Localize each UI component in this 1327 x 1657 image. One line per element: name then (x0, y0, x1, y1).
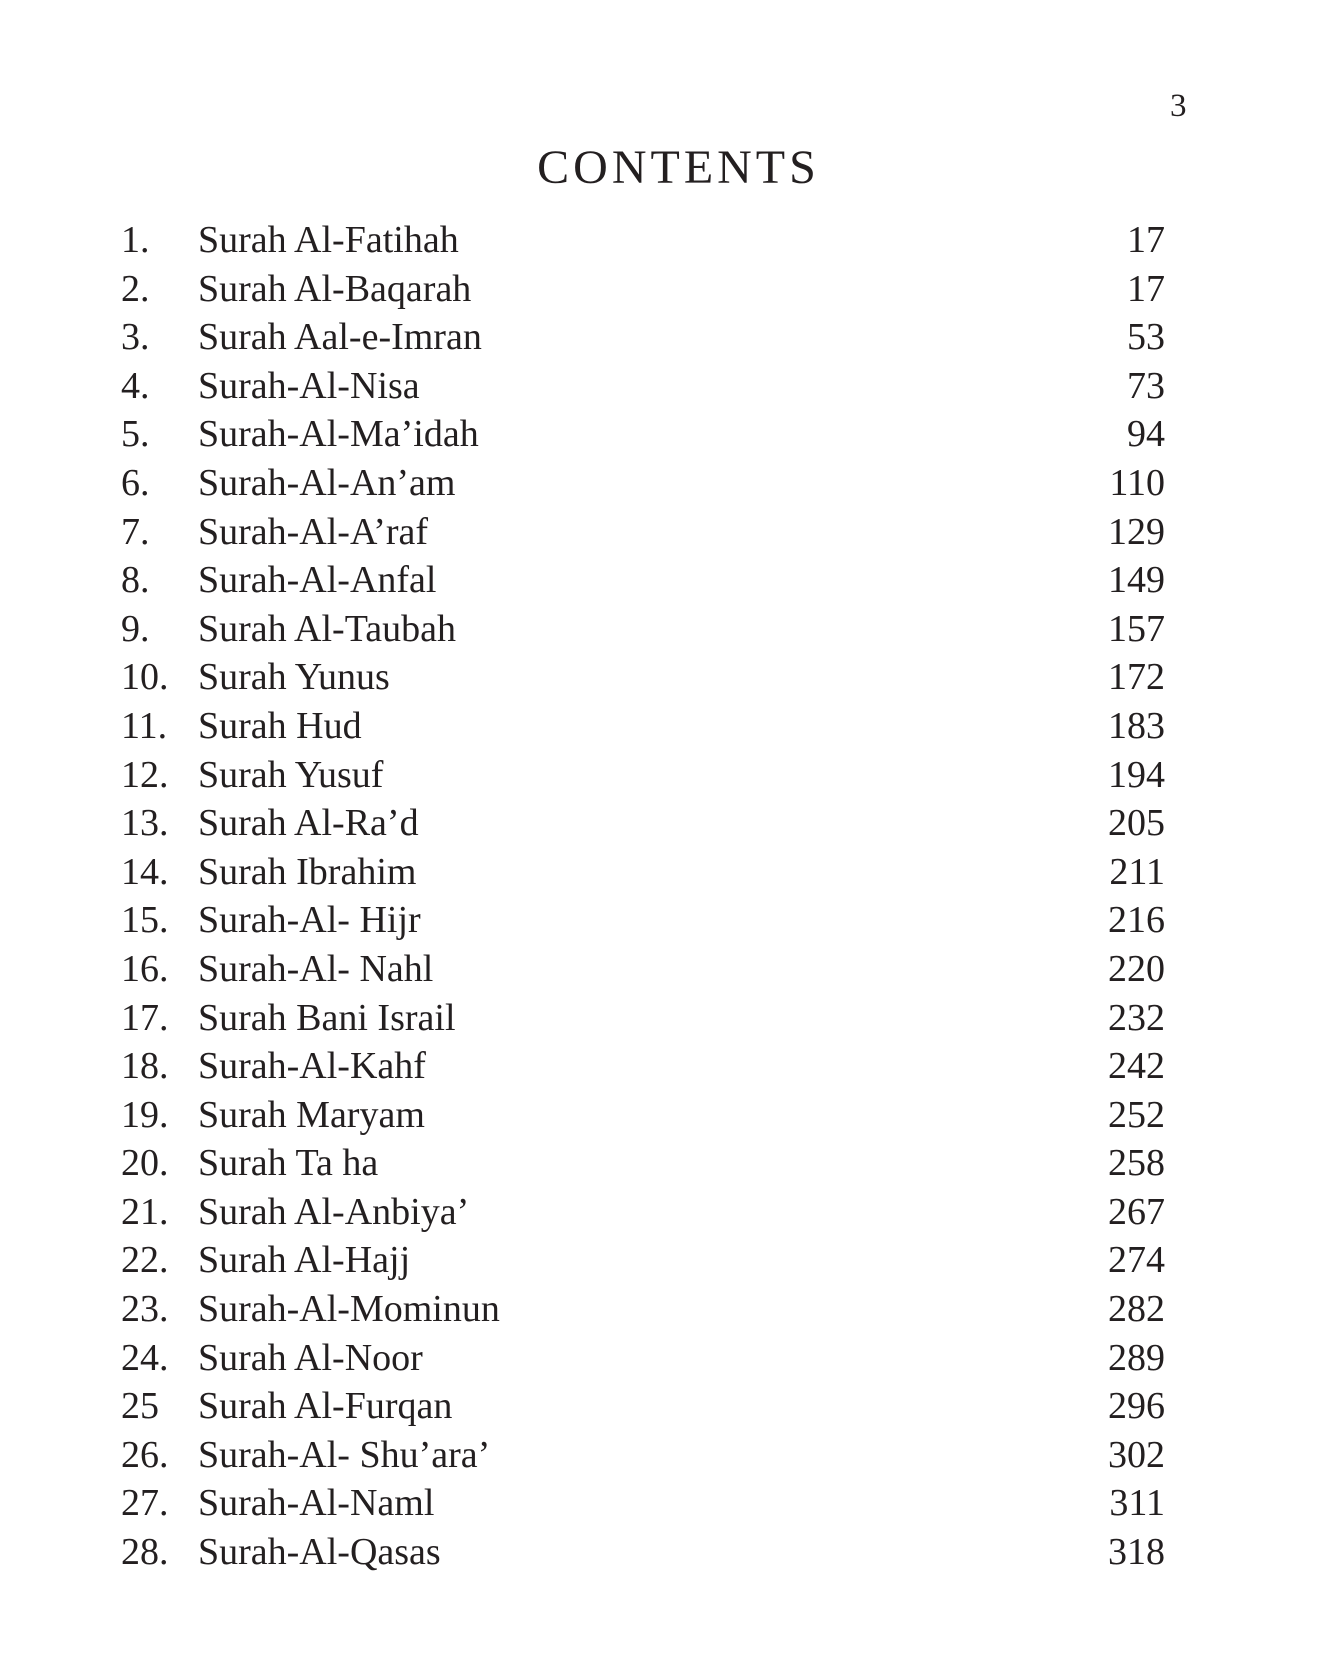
toc-entry-title[interactable]: Surah-Al-Mominun (198, 1288, 500, 1331)
toc-entry-title[interactable]: Surah-Al-Anfal (198, 559, 437, 602)
toc-entry-number: 4. (121, 364, 150, 407)
toc-entry-title[interactable]: Surah Al-Fatihah (198, 219, 459, 261)
toc-entry-number: 14. (121, 850, 169, 893)
toc-entry-number: 20. (121, 1142, 169, 1185)
toc-entry-number: 1. (121, 219, 150, 261)
toc-entry-page: 302 (1108, 1433, 1165, 1476)
toc-entry-title[interactable]: Surah-Al-Qasas (198, 1531, 441, 1574)
toc-entry-page: 157 (1108, 607, 1165, 650)
toc-entry-title[interactable]: Surah-Al- Hijr (198, 899, 421, 942)
toc-entry-title[interactable]: Surah-Al-Nisa (198, 364, 420, 407)
toc-entry-title[interactable]: Surah Al-Anbiya’ (198, 1190, 470, 1233)
toc-entry[interactable] (121, 653, 1165, 702)
toc-entry-title[interactable]: Surah Al-Noor (198, 1336, 423, 1379)
toc-entry[interactable] (121, 799, 1165, 848)
toc-entry-page: 17 (1127, 267, 1165, 310)
toc-entry-title[interactable]: Surah-Al-Kahf (198, 1045, 426, 1088)
toc-entry-page: 73 (1127, 364, 1165, 407)
toc-entry-number: 24. (121, 1336, 169, 1379)
toc-entry[interactable] (121, 1285, 1165, 1334)
toc-entry-title[interactable]: Surah-Al-Ma’idah (198, 413, 479, 456)
toc-entry-page: 252 (1108, 1093, 1165, 1136)
toc-entry-page: 296 (1108, 1385, 1165, 1428)
toc-entry[interactable] (121, 751, 1165, 800)
toc-entry[interactable] (121, 702, 1165, 751)
toc-entry[interactable] (121, 1382, 1165, 1431)
toc-entry[interactable] (121, 459, 1165, 508)
toc-entry-page: 194 (1108, 753, 1165, 796)
toc-entry-page: 172 (1108, 656, 1165, 699)
toc-entry[interactable] (121, 605, 1165, 654)
toc-entry-page: 258 (1108, 1142, 1165, 1185)
toc-entry-title[interactable]: Surah Aal-e-Imran (198, 316, 482, 359)
toc-entry-number: 17. (121, 996, 169, 1039)
toc-entry-title[interactable]: Surah Ta ha (198, 1142, 379, 1185)
toc-entry-number: 11. (121, 704, 168, 747)
toc-entry-title[interactable]: Surah Yusuf (198, 753, 384, 796)
toc-entry-number: 8. (121, 559, 150, 602)
toc-entry[interactable] (121, 362, 1165, 411)
toc-entry-page: 242 (1108, 1045, 1165, 1088)
toc-entry-page: 110 (1109, 461, 1165, 504)
toc-entry-page: 94 (1127, 413, 1165, 456)
toc-entry-number: 28. (121, 1531, 169, 1574)
toc-entry[interactable] (121, 313, 1165, 362)
toc-entry-number: 19. (121, 1093, 169, 1136)
toc-entry-title[interactable]: Surah-Al- Nahl (198, 947, 434, 990)
toc-entry-number: 10. (121, 656, 169, 699)
toc-entry-title[interactable]: Surah Al-Furqan (198, 1385, 453, 1428)
toc-entry-title[interactable]: Surah-Al-An’am (198, 461, 456, 504)
page-title: CONTENTS (537, 141, 820, 194)
toc-entry-number: 12. (121, 753, 169, 796)
toc-entry[interactable] (121, 848, 1165, 897)
toc-entry-number: 15. (121, 899, 169, 942)
toc-entry[interactable] (121, 945, 1165, 994)
toc-entry-title[interactable]: Surah Al-Baqarah (198, 267, 472, 310)
toc-entry-number: 2. (121, 267, 150, 310)
toc-entry[interactable] (121, 556, 1165, 605)
toc-entry-page: 149 (1108, 559, 1165, 602)
toc-entry-page: 205 (1108, 802, 1165, 845)
toc-entry-title[interactable]: Surah Bani Israil (198, 996, 456, 1039)
toc-entry-page: 232 (1108, 996, 1165, 1039)
toc-entry-number: 7. (121, 510, 150, 553)
toc-entry-page: 216 (1108, 899, 1165, 942)
toc-entry[interactable] (121, 508, 1165, 557)
toc-entry-page: 289 (1108, 1336, 1165, 1379)
toc-entry-title[interactable]: Surah Yunus (198, 656, 390, 699)
toc-entry[interactable] (121, 1528, 1165, 1577)
toc-entry[interactable] (121, 1188, 1165, 1237)
toc-entry-title[interactable]: Surah Al-Hajj (198, 1239, 411, 1282)
toc-entry[interactable] (121, 410, 1165, 459)
toc-entry-number: 27. (121, 1482, 169, 1525)
toc-entry-number: 18. (121, 1045, 169, 1088)
toc-entry-title[interactable]: Surah Maryam (198, 1093, 425, 1136)
toc-entry-page: 53 (1127, 316, 1165, 359)
toc-entry[interactable] (121, 1139, 1165, 1188)
toc-entry-number: 25 (121, 1385, 159, 1428)
toc-entry[interactable] (121, 1431, 1165, 1480)
toc-entry-number: 9. (121, 607, 150, 650)
toc-entry-number: 23. (121, 1288, 169, 1331)
toc-entry[interactable] (121, 1479, 1165, 1528)
toc-entry-page: 282 (1108, 1288, 1165, 1331)
toc-entry-page: 183 (1108, 704, 1165, 747)
toc-entry-page: 129 (1108, 510, 1165, 553)
toc-entry[interactable] (121, 265, 1165, 314)
toc-entry-page: 318 (1108, 1531, 1165, 1574)
toc-entry-title[interactable]: Surah-Al-A’raf (198, 510, 429, 553)
toc-entry-page: 274 (1108, 1239, 1165, 1282)
toc-entry-number: 3. (121, 316, 150, 359)
toc-entry-page: 311 (1109, 1482, 1165, 1525)
toc-entry-page: 211 (1109, 850, 1165, 893)
toc-entry-page: 220 (1108, 947, 1165, 990)
toc-entry-number: 21. (121, 1190, 169, 1233)
toc-entry[interactable] (121, 1236, 1165, 1285)
toc-entry-title[interactable]: Surah Hud (198, 704, 362, 747)
toc-entry-title[interactable]: Surah Al-Ra’d (198, 802, 419, 845)
toc-entry-title[interactable]: Surah Al-Taubah (198, 607, 457, 650)
toc-entry-number: 13. (121, 802, 169, 845)
toc-entry-page: 267 (1108, 1190, 1165, 1233)
toc-entry-number: 26. (121, 1433, 169, 1476)
toc-entry-number: 16. (121, 947, 169, 990)
toc-entry-title[interactable]: Surah-Al-Naml (198, 1482, 435, 1525)
table-of-contents (121, 216, 1165, 1577)
toc-entry[interactable] (121, 994, 1165, 1043)
toc-entry[interactable] (121, 896, 1165, 945)
toc-entry-title[interactable]: Surah Ibrahim (198, 850, 417, 893)
toc-entry-page: 17 (1127, 219, 1165, 261)
toc-entry-number: 5. (121, 413, 150, 456)
toc-entry-number: 6. (121, 461, 150, 504)
toc-entry-number: 22. (121, 1239, 169, 1282)
toc-entry[interactable] (121, 216, 1165, 265)
toc-entry[interactable] (121, 1042, 1165, 1091)
toc-entry-title[interactable]: Surah-Al- Shu’ara’ (198, 1433, 491, 1476)
toc-entry[interactable] (121, 1334, 1165, 1383)
page-number: 3 (1170, 88, 1187, 124)
toc-entry[interactable] (121, 1091, 1165, 1140)
